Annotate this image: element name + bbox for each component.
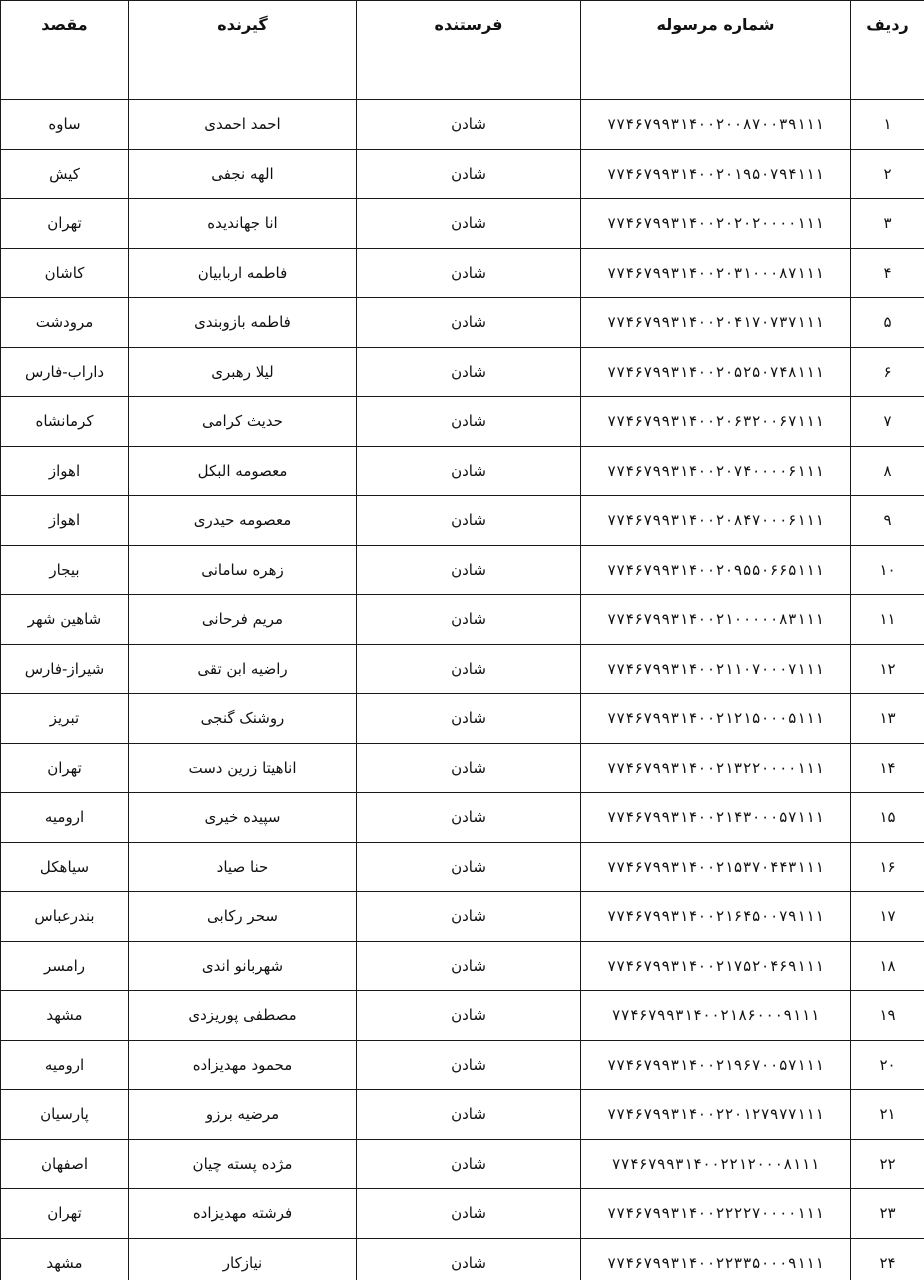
cell-destination: داراب-فارس — [1, 347, 129, 397]
cell-recipient: سپیده خیری — [129, 793, 357, 843]
table-row — [1, 149, 924, 199]
cell-recipient: نیازکار — [129, 1238, 357, 1280]
cell-destination: مرودشت — [1, 298, 129, 348]
cell-destination: ساوه — [1, 100, 129, 150]
table-row — [1, 1040, 924, 1090]
cell-recipient: روشنک گنجی — [129, 694, 357, 744]
table-row — [1, 199, 924, 249]
cell-row-number: ۲۴ — [851, 1238, 924, 1280]
header-sender: فرستنده — [357, 1, 581, 100]
cell-recipient: سحر رکابی — [129, 892, 357, 942]
cell-recipient: لیلا رهبری — [129, 347, 357, 397]
cell-sender: شادن — [357, 842, 581, 892]
cell-row-number: ۷ — [851, 397, 924, 447]
cell-destination: بیجار — [1, 545, 129, 595]
cell-row-number: ۴ — [851, 248, 924, 298]
cell-sender: شادن — [357, 793, 581, 843]
cell-tracking-number: ۷۷۴۶۷۹۹۳۱۴۰۰۲۱۵۳۷۰۴۴۳۱۱۱ — [581, 842, 851, 892]
cell-row-number: ۱۴ — [851, 743, 924, 793]
cell-row-number: ۳ — [851, 199, 924, 249]
cell-row-number: ۱۱ — [851, 595, 924, 645]
cell-destination: تهران — [1, 743, 129, 793]
cell-destination: پارسیان — [1, 1090, 129, 1140]
table-row — [1, 743, 924, 793]
cell-recipient: فاطمه بازوبندی — [129, 298, 357, 348]
cell-recipient: معصومه حیدری — [129, 496, 357, 546]
cell-recipient: شهربانو اندی — [129, 941, 357, 991]
cell-destination: اصفهان — [1, 1139, 129, 1189]
table-row — [1, 694, 924, 744]
cell-destination: شیراز-فارس — [1, 644, 129, 694]
cell-tracking-number: ۷۷۴۶۷۹۹۳۱۴۰۰۲۲۱۲۰۰۰۸۱۱۱ — [581, 1139, 851, 1189]
table-row — [1, 842, 924, 892]
cell-tracking-number: ۷۷۴۶۷۹۹۳۱۴۰۰۲۰۳۱۰۰۰۸۷۱۱۱ — [581, 248, 851, 298]
cell-tracking-number: ۷۷۴۶۷۹۹۳۱۴۰۰۲۰۷۴۰۰۰۰۶۱۱۱ — [581, 446, 851, 496]
cell-recipient: مرضیه برزو — [129, 1090, 357, 1140]
cell-recipient: مصطفی پوریزدی — [129, 991, 357, 1041]
table-row — [1, 1189, 924, 1239]
header-destination: مقصد — [1, 1, 129, 100]
cell-tracking-number: ۷۷۴۶۷۹۹۳۱۴۰۰۲۱۷۵۲۰۴۶۹۱۱۱ — [581, 941, 851, 991]
cell-row-number: ۱ — [851, 100, 924, 150]
table-row — [1, 1238, 924, 1280]
table-row — [1, 446, 924, 496]
cell-tracking-number: ۷۷۴۶۷۹۹۳۱۴۰۰۲۰۴۱۷۰۷۳۷۱۱۱ — [581, 298, 851, 348]
cell-sender: شادن — [357, 1090, 581, 1140]
cell-destination: شاهین شهر — [1, 595, 129, 645]
cell-tracking-number: ۷۷۴۶۷۹۹۳۱۴۰۰۲۱۱۰۷۰۰۰۷۱۱۱ — [581, 644, 851, 694]
cell-row-number: ۶ — [851, 347, 924, 397]
cell-tracking-number: ۷۷۴۶۷۹۹۳۱۴۰۰۲۲۲۲۷۰۰۰۰۱۱۱ — [581, 1189, 851, 1239]
cell-sender: شادن — [357, 892, 581, 942]
cell-destination: تهران — [1, 1189, 129, 1239]
cell-sender: شادن — [357, 1238, 581, 1280]
cell-destination: ارومیه — [1, 1040, 129, 1090]
cell-destination: تبریز — [1, 694, 129, 744]
table-row — [1, 892, 924, 942]
cell-row-number: ۲۲ — [851, 1139, 924, 1189]
cell-tracking-number: ۷۷۴۶۷۹۹۳۱۴۰۰۲۰۶۳۲۰۰۶۷۱۱۱ — [581, 397, 851, 447]
cell-row-number: ۱۸ — [851, 941, 924, 991]
cell-destination: اهواز — [1, 496, 129, 546]
table-row — [1, 941, 924, 991]
cell-destination: مشهد — [1, 1238, 129, 1280]
cell-row-number: ۱۳ — [851, 694, 924, 744]
cell-recipient: انا جهاندیده — [129, 199, 357, 249]
cell-recipient: فرشته مهدیزاده — [129, 1189, 357, 1239]
cell-destination: اهواز — [1, 446, 129, 496]
cell-sender: شادن — [357, 149, 581, 199]
cell-sender: شادن — [357, 694, 581, 744]
cell-row-number: ۱۵ — [851, 793, 924, 843]
cell-sender: شادن — [357, 595, 581, 645]
cell-tracking-number: ۷۷۴۶۷۹۹۳۱۴۰۰۲۰۰۸۷۰۰۳۹۱۱۱ — [581, 100, 851, 150]
cell-row-number: ۱۷ — [851, 892, 924, 942]
cell-row-number: ۲۰ — [851, 1040, 924, 1090]
header-recipient: گیرنده — [129, 1, 357, 100]
cell-recipient: حنا صیاد — [129, 842, 357, 892]
cell-sender: شادن — [357, 1189, 581, 1239]
cell-tracking-number: ۷۷۴۶۷۹۹۳۱۴۰۰۲۰۸۴۷۰۰۰۶۱۱۱ — [581, 496, 851, 546]
cell-sender: شادن — [357, 397, 581, 447]
cell-tracking-number: ۷۷۴۶۷۹۹۳۱۴۰۰۲۱۶۴۵۰۰۷۹۱۱۱ — [581, 892, 851, 942]
cell-row-number: ۱۹ — [851, 991, 924, 1041]
table-row — [1, 100, 924, 150]
cell-sender: شادن — [357, 446, 581, 496]
cell-destination: کرمانشاه — [1, 397, 129, 447]
cell-row-number: ۱۲ — [851, 644, 924, 694]
cell-sender: شادن — [357, 644, 581, 694]
cell-recipient: احمد احمدی — [129, 100, 357, 150]
cell-recipient: فاطمه اربابیان — [129, 248, 357, 298]
cell-sender: شادن — [357, 1040, 581, 1090]
cell-tracking-number: ۷۷۴۶۷۹۹۳۱۴۰۰۲۰۱۹۵۰۷۹۴۱۱۱ — [581, 149, 851, 199]
cell-sender: شادن — [357, 941, 581, 991]
cell-row-number: ۹ — [851, 496, 924, 546]
cell-tracking-number: ۷۷۴۶۷۹۹۳۱۴۰۰۲۰۲۰۲۰۰۰۰۱۱۱ — [581, 199, 851, 249]
cell-sender: شادن — [357, 347, 581, 397]
cell-recipient: الهه نجفی — [129, 149, 357, 199]
table-row — [1, 496, 924, 546]
cell-sender: شادن — [357, 199, 581, 249]
table-row — [1, 595, 924, 645]
cell-row-number: ۲۳ — [851, 1189, 924, 1239]
cell-row-number: ۱۰ — [851, 545, 924, 595]
cell-destination: تهران — [1, 199, 129, 249]
table-body — [1, 100, 924, 1280]
cell-row-number: ۲۱ — [851, 1090, 924, 1140]
cell-destination: بندرعباس — [1, 892, 129, 942]
table-row — [1, 644, 924, 694]
cell-recipient: اناهیتا زرین دست — [129, 743, 357, 793]
cell-tracking-number: ۷۷۴۶۷۹۹۳۱۴۰۰۲۱۴۳۰۰۰۵۷۱۱۱ — [581, 793, 851, 843]
cell-destination: رامسر — [1, 941, 129, 991]
cell-sender: شادن — [357, 545, 581, 595]
cell-row-number: ۵ — [851, 298, 924, 348]
table-row — [1, 397, 924, 447]
table-row — [1, 298, 924, 348]
cell-destination: مشهد — [1, 991, 129, 1041]
cell-recipient: حدیث کرامی — [129, 397, 357, 447]
table-row — [1, 248, 924, 298]
cell-sender: شادن — [357, 743, 581, 793]
cell-sender: شادن — [357, 248, 581, 298]
cell-tracking-number: ۷۷۴۶۷۹۹۳۱۴۰۰۲۱۸۶۰۰۰۹۱۱۱ — [581, 991, 851, 1041]
cell-sender: شادن — [357, 298, 581, 348]
header-row-number: ردیف — [851, 1, 924, 100]
cell-recipient: مریم فرحانی — [129, 595, 357, 645]
cell-destination: ارومیه — [1, 793, 129, 843]
cell-row-number: ۸ — [851, 446, 924, 496]
cell-recipient: راضیه ابن تقی — [129, 644, 357, 694]
cell-tracking-number: ۷۷۴۶۷۹۹۳۱۴۰۰۲۱۲۱۵۰۰۰۵۱۱۱ — [581, 694, 851, 744]
cell-destination: کاشان — [1, 248, 129, 298]
cell-tracking-number: ۷۷۴۶۷۹۹۳۱۴۰۰۲۱۰۰۰۰۰۸۳۱۱۱ — [581, 595, 851, 645]
cell-sender: شادن — [357, 100, 581, 150]
table-header-row — [1, 1, 924, 100]
table-row — [1, 347, 924, 397]
cell-tracking-number: ۷۷۴۶۷۹۹۳۱۴۰۰۲۲۳۳۵۰۰۰۹۱۱۱ — [581, 1238, 851, 1280]
table-row — [1, 991, 924, 1041]
cell-tracking-number: ۷۷۴۶۷۹۹۳۱۴۰۰۲۰۵۲۵۰۷۴۸۱۱۱ — [581, 347, 851, 397]
table-row — [1, 545, 924, 595]
cell-row-number: ۱۶ — [851, 842, 924, 892]
cell-tracking-number: ۷۷۴۶۷۹۹۳۱۴۰۰۲۱۳۲۲۰۰۰۰۱۱۱ — [581, 743, 851, 793]
cell-sender: شادن — [357, 496, 581, 546]
cell-destination: کیش — [1, 149, 129, 199]
cell-tracking-number: ۷۷۴۶۷۹۹۳۱۴۰۰۲۰۹۵۵۰۶۶۵۱۱۱ — [581, 545, 851, 595]
cell-tracking-number: ۷۷۴۶۷۹۹۳۱۴۰۰۲۲۰۱۲۷۹۷۷۱۱۱ — [581, 1090, 851, 1140]
header-tracking-number: شماره مرسوله — [581, 1, 851, 100]
cell-sender: شادن — [357, 991, 581, 1041]
table-row — [1, 793, 924, 843]
cell-recipient: محمود مهدیزاده — [129, 1040, 357, 1090]
cell-sender: شادن — [357, 1139, 581, 1189]
cell-destination: سیاهکل — [1, 842, 129, 892]
cell-recipient: معصومه البکل — [129, 446, 357, 496]
table-row — [1, 1090, 924, 1140]
cell-recipient: مژده پسته چیان — [129, 1139, 357, 1189]
cell-tracking-number: ۷۷۴۶۷۹۹۳۱۴۰۰۲۱۹۶۷۰۰۵۷۱۱۱ — [581, 1040, 851, 1090]
table-row — [1, 1139, 924, 1189]
cell-recipient: زهره سامانی — [129, 545, 357, 595]
cell-row-number: ۲ — [851, 149, 924, 199]
